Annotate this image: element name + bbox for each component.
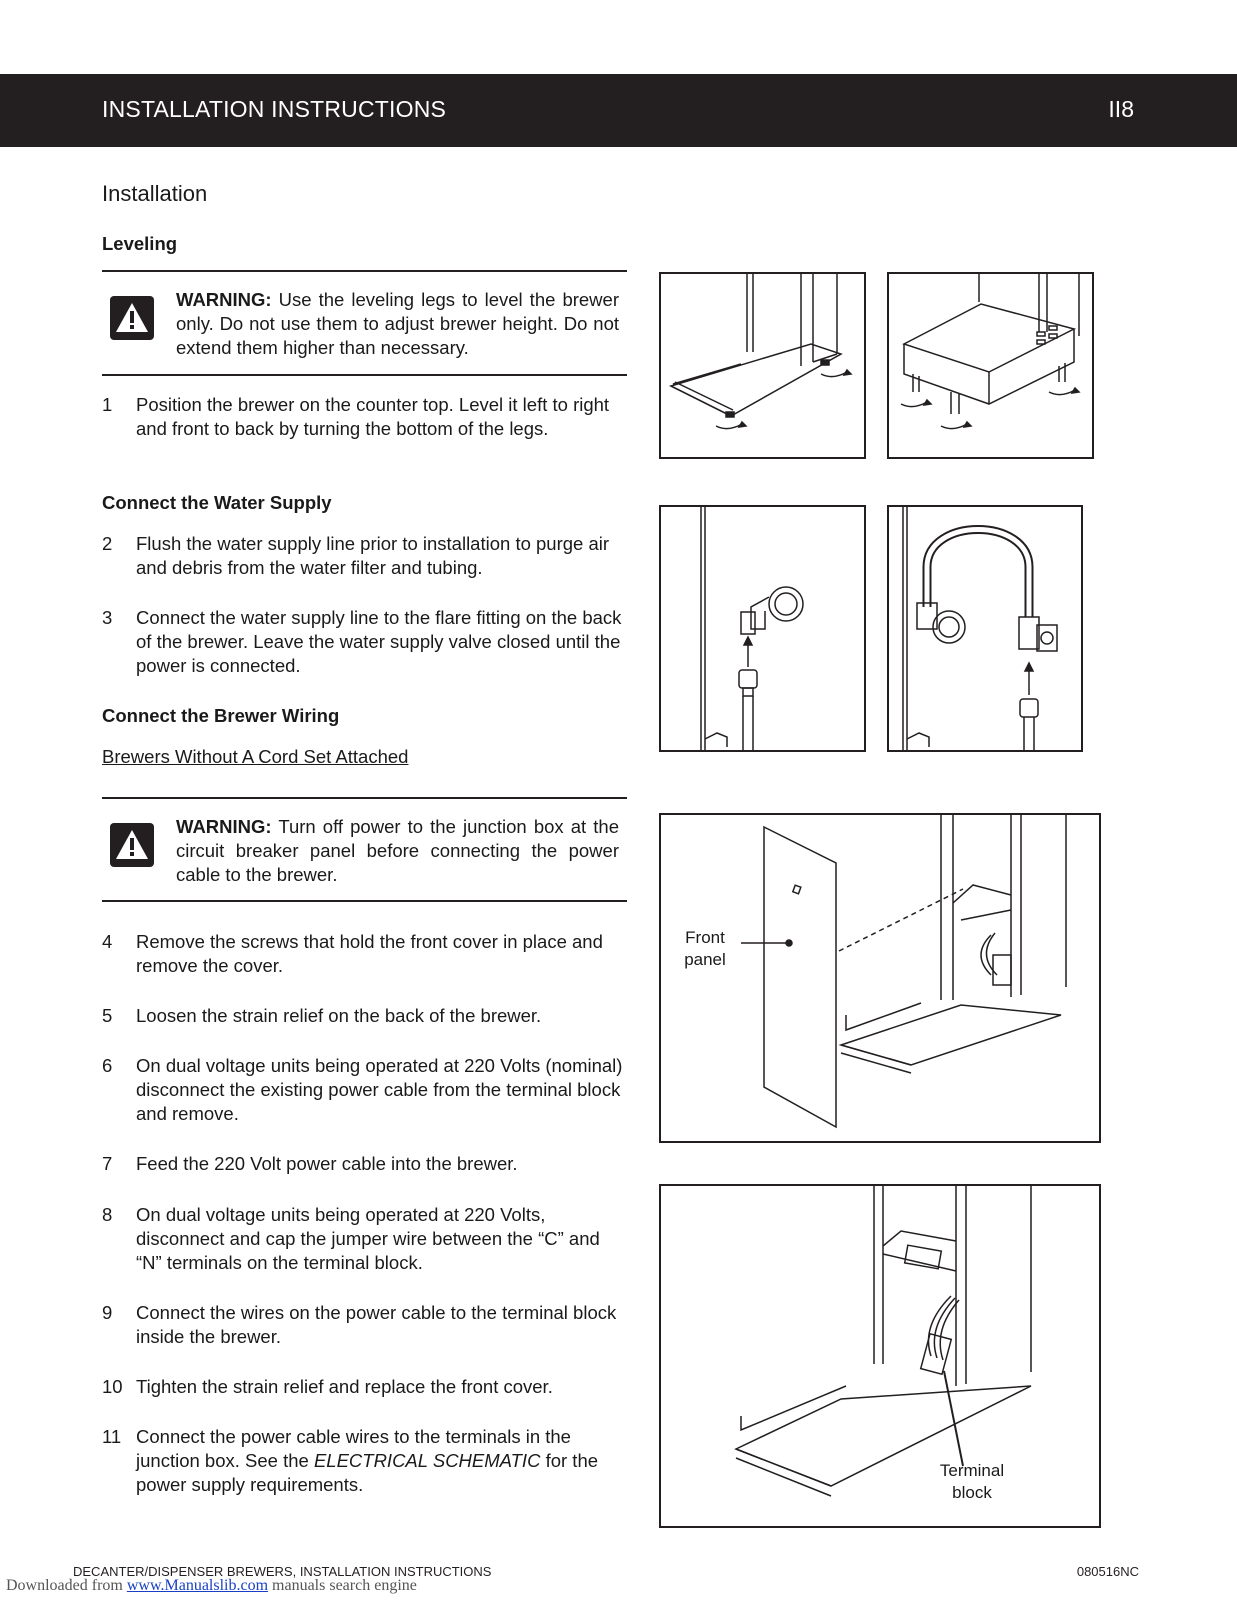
- footer-doc-title: DECANTER/DISPENSER BREWERS, INSTALLATION INSTRUCTIONS: [73, 1564, 492, 1579]
- water-supply-heading: Connect the Water Supply: [102, 492, 332, 513]
- brewer-leveling-illustration: [661, 274, 864, 457]
- header-title: INSTALLATION INSTRUCTIONS: [102, 96, 447, 122]
- figure-terminal-block: [659, 1184, 1101, 1528]
- figure-leveling-rear: [887, 272, 1094, 459]
- divider: [102, 374, 627, 376]
- warning-box-leveling: [102, 288, 627, 368]
- flare-fitting-illustration: [661, 507, 864, 750]
- leveling-heading: Leveling: [102, 233, 178, 254]
- section-title: Installation: [102, 181, 208, 206]
- terminal-block-label: Terminal block: [939, 1461, 1005, 1502]
- manualslib-link[interactable]: www.Manualslib.com: [126, 1577, 269, 1594]
- page-number: II8: [1108, 96, 1134, 122]
- divider: [102, 797, 627, 799]
- warning-text: WARNING: Turn off power to the junction box at the circuit breaker panel before connecting the power cable to the brewer.: [176, 816, 619, 885]
- warning-icon: [110, 823, 154, 867]
- water-line-illustration: [889, 507, 1081, 750]
- figure-flare-fitting: [659, 505, 866, 752]
- front-panel-illustration: [661, 815, 1099, 1141]
- figure-water-line: [887, 505, 1083, 752]
- warning-text: WARNING: Use the leveling legs to level the brewer only. Do not use them to adjust brewer height. Do not extend them higher than necessary.: [176, 289, 619, 358]
- cord-set-subheading: Brewers Without A Cord Set Attached: [102, 746, 409, 767]
- brewer-legs-illustration: [889, 274, 1092, 457]
- footer-doc-code: 080516NC: [1076, 1564, 1139, 1579]
- header-bar: [0, 74, 1237, 147]
- download-note: Downloaded from www.Manualslib.com manuals search engine: [6, 1577, 417, 1594]
- front-panel-label: Front panel: [684, 928, 726, 969]
- warning-icon: [110, 296, 154, 340]
- brewer-wiring-heading: Connect the Brewer Wiring: [102, 705, 340, 726]
- terminal-block-illustration: [661, 1186, 1099, 1526]
- figure-leveling-front: [659, 272, 866, 459]
- warning-box-wiring: [102, 815, 627, 895]
- divider: [102, 270, 627, 272]
- figure-front-panel: [659, 813, 1101, 1143]
- divider: [102, 900, 627, 902]
